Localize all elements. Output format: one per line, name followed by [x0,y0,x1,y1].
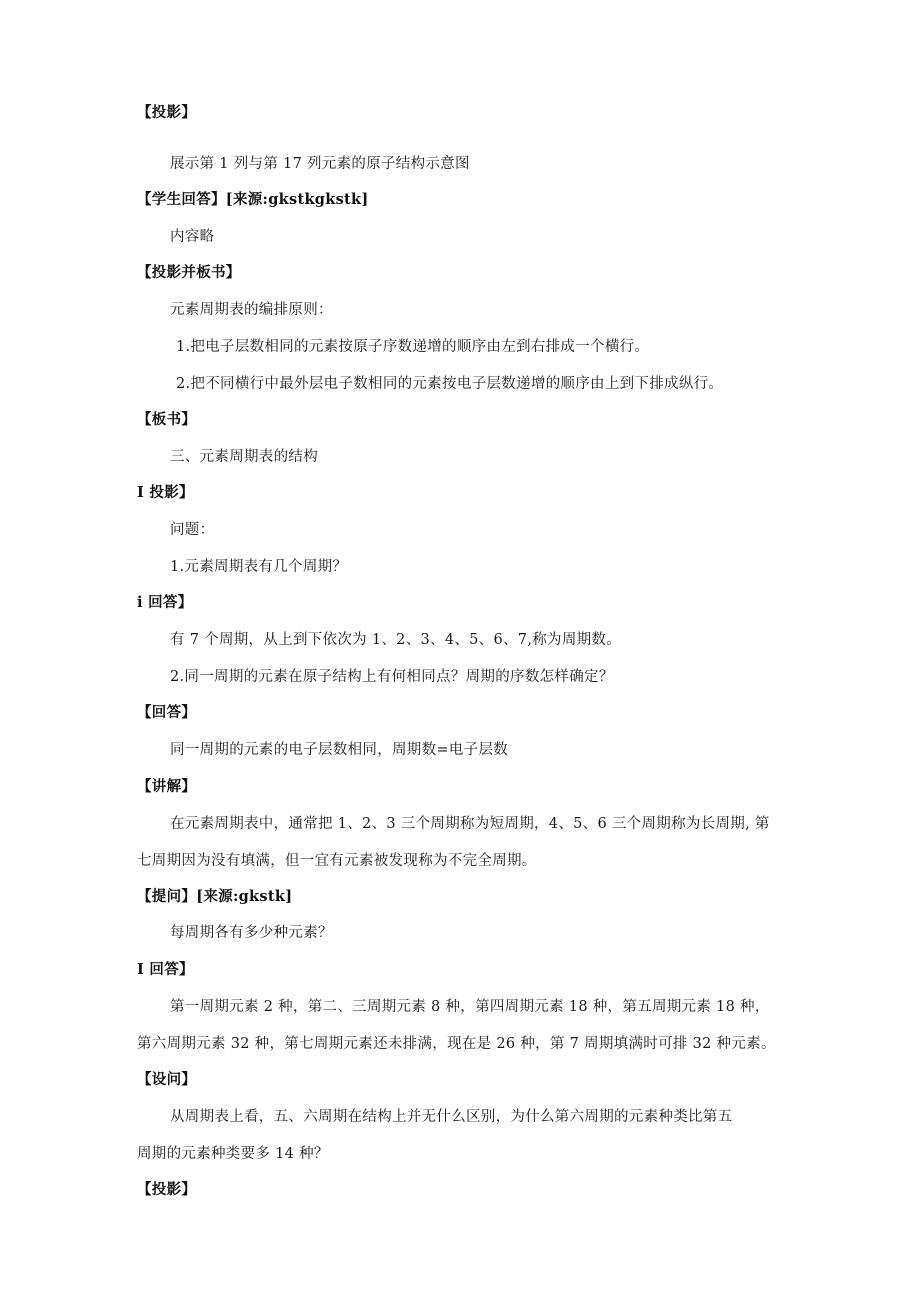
paragraph-line: 周期的元素种类要多 14 种？ [137,1146,329,1162]
paragraph-line: 七周期因为没有填满，但一宜有元素被发现称为不完全周期。 [137,853,537,869]
paragraph-line: 元素周期表的编排原则： [170,302,333,318]
section-heading-student-answer: 【学生回答】[来源:gkstkgkstk] [137,191,369,208]
list-item: 1.把电子层数相同的元素按原子序数递增的顺序由左到右排成一个横行。 [176,339,650,355]
section-heading-projection: 【投影】 [137,104,197,121]
section-heading-answer: 【回答】 [137,704,197,721]
paragraph-line: 有 7 个周期，从上到下依次为 1、2、3、4、5、6、7,称为周期数。 [170,632,622,648]
section-heading-question: 【提问】[来源:gkstk] [137,888,293,905]
paragraph-line: 第六周期元素 32 种，第七周期元素还未排满，现在是 26 种，第 7 周期填满时可排 32 种元素。 [137,1036,776,1052]
paragraph-line: 每周期各有多少种元素？ [170,925,333,941]
list-item: 1.元素周期表有几个周期？ [170,559,348,575]
section-heading-prompt-question: 【设问】 [137,1071,197,1088]
section-heading-explanation: 【讲解】 [137,778,197,795]
paragraph-line: 从周期表上看，五、六周期在结构上并无什么区别，为什么第六周期的元素种类比第五 [170,1109,733,1125]
paragraph-line: 在元素周期表中，通常把 1、2、3 三个周期称为短周期，4、5、6 三个周期称为长周期, 第 [170,816,770,832]
paragraph-line: 同一周期的元素的电子层数相同，周期数=电子层数 [170,742,509,758]
list-item: 2.把不同横行中最外层电子数相同的元素按电子层数递增的顺序由上到下排成纵行。 [176,376,724,392]
section-heading-answer: i 回答】 [137,594,193,611]
paragraph-line: 问题： [170,522,215,538]
paragraph-line: 三、元素周期表的结构 [170,449,318,465]
paragraph-line: 展示第 1 列与第 17 列元素的原子结构示意图 [170,156,470,172]
paragraph-line: 第一周期元素 2 种，第二、三周期元素 8 种，第四周期元素 18 种，第五周期元素 18 种， [170,999,770,1015]
section-heading-answer: I 回答】 [137,961,194,978]
section-heading-projection: I 投影】 [137,484,194,501]
paragraph-line: 内容略 [170,229,215,245]
section-heading-projection-board: 【投影并板书】 [137,264,241,281]
section-heading-board: 【板书】 [137,411,197,428]
list-item: 2.同一周期的元素在原子结构上有何相同点？周期的序数怎样确定？ [170,669,614,685]
section-heading-projection: 【投影】 [137,1181,197,1198]
